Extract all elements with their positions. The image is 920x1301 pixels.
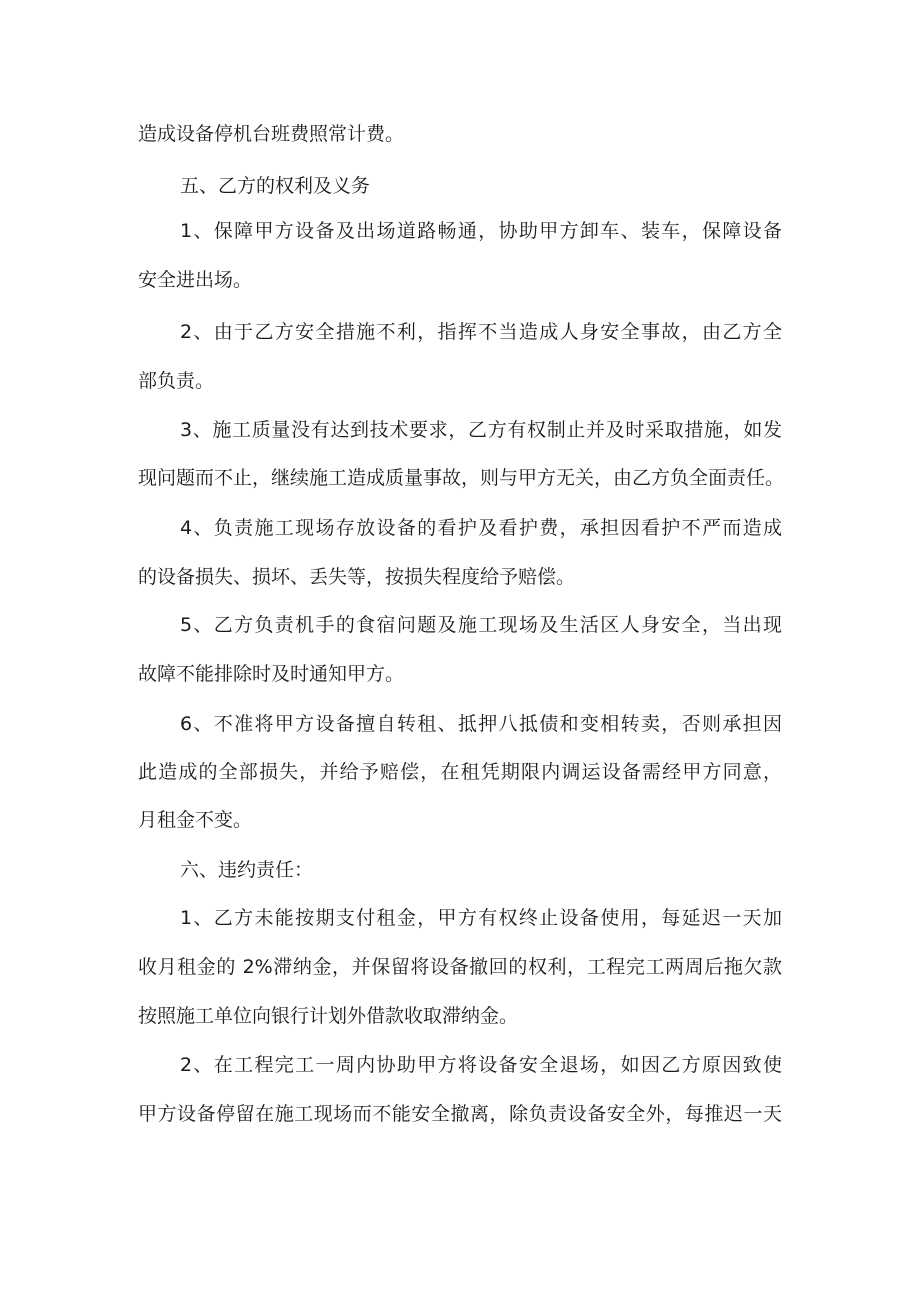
paragraph-line: 6、不准将甲方设备擅自转租、抵押八抵债和变相转卖，否则承担因 <box>180 713 782 735</box>
paragraph-line: 2、由于乙方安全措施不利，指挥不当造成人身安全事故，由乙方全 <box>180 321 782 343</box>
paragraph-line: 现问题而不止，继续施工造成质量事故，则与甲方无关，由乙方负全面责任。 <box>138 467 785 489</box>
paragraph-line: 1、乙方未能按期支付租金，甲方有权终止设备使用，每延迟一天加 <box>180 907 782 929</box>
section-heading: 六、违约责任： <box>180 859 314 881</box>
paragraph-line: 部负责。 <box>138 370 215 392</box>
paragraph-line: 收月租金的 2%滞纳金，并保留将设备撤回的权利，工程完工两周后拖欠款 <box>138 956 782 978</box>
paragraph-line: 造成设备停机台班费照常计费。 <box>138 123 405 145</box>
section-heading: 五、乙方的权利及义务 <box>180 175 371 197</box>
paragraph-line: 1、保障甲方设备及出场道路畅通，协助甲方卸车、装车，保障设备 <box>180 220 782 242</box>
paragraph-line: 甲方设备停留在施工现场而不能安全撤离，除负责设备安全外，每推迟一天 <box>138 1103 782 1125</box>
paragraph-line: 的设备损失、损坏、丢失等，按损失程度给予赔偿。 <box>138 566 576 588</box>
paragraph-line: 故障不能排除时及时通知甲方。 <box>138 663 405 685</box>
paragraph-line: 4、负责施工现场存放设备的看护及看护费，承担因看护不严而造成 <box>180 517 782 539</box>
paragraph-line: 月租金不变。 <box>138 809 253 831</box>
paragraph-line: 3、施工质量没有达到技术要求，乙方有权制止并及时采取措施，如发 <box>180 419 782 441</box>
paragraph-line: 安全进出场。 <box>138 269 253 291</box>
paragraph-line: 此造成的全部损失，并给予赔偿，在租凭期限内调运设备需经甲方同意， <box>138 761 782 783</box>
paragraph-line: 2、在工程完工一周内协助甲方将设备安全退场，如因乙方原因致使 <box>180 1054 782 1076</box>
paragraph-line: 按照施工单位向银行计划外借款收取滞纳金。 <box>138 1005 519 1027</box>
paragraph-line: 5、乙方负责机手的食宿问题及施工现场及生活区人身安全，当出现 <box>180 614 782 636</box>
